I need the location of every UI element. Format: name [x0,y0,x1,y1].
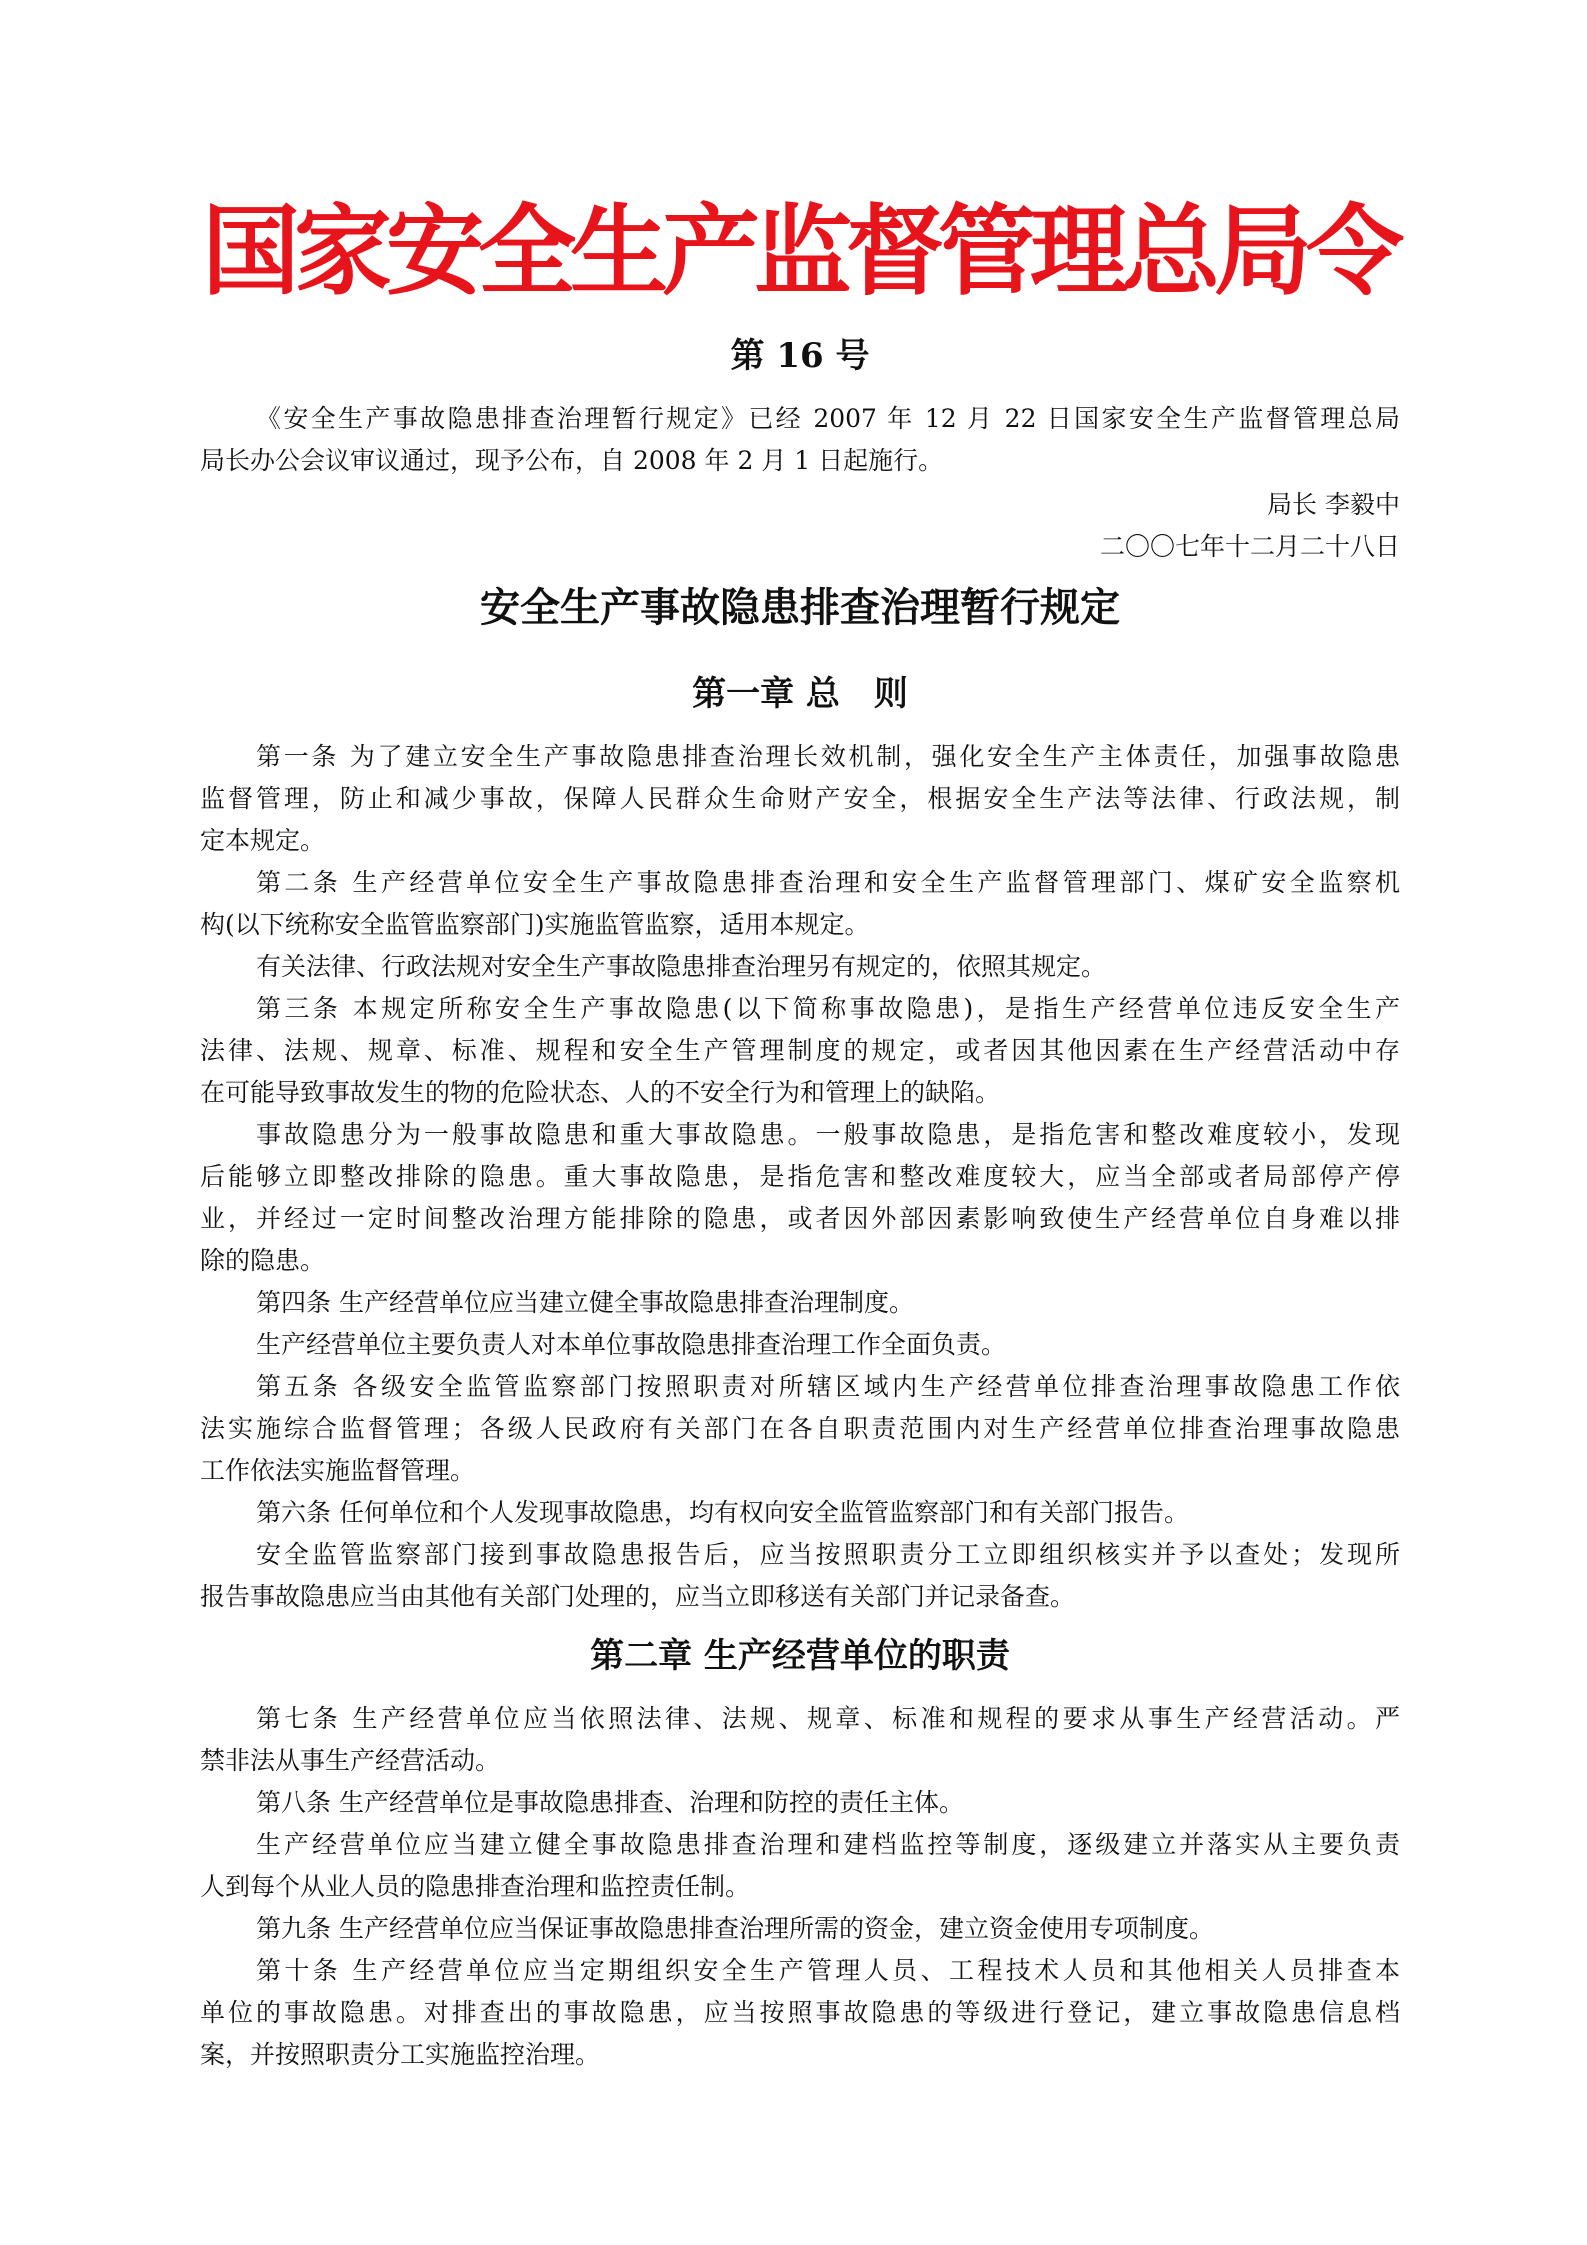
signature: 局长 李毅中 [1267,490,1400,519]
paragraph-line: 后能够立即整改排除的隐患。重大事故隐患，是指危害和整改难度较大，应当全部或者局部停产停 [200,1162,1400,1191]
paragraph-line: 单位的事故隐患。对排查出的事故隐患，应当按照事故隐患的等级进行登记，建立事故隐患信息档 [200,1998,1400,2027]
paragraph-line: 案，并按照职责分工实施监控治理。 [200,2040,601,2069]
paragraph-line: 第五条 各级安全监管监察部门按照职责对所辖区域内生产经营单位排查治理事故隐患工作依 [256,1372,1400,1401]
paragraph-line: 构(以下统称安全监管监察部门)实施监管监察，适用本规定。 [200,910,870,939]
paragraph-line: 第六条 任何单位和个人发现事故隐患，均有权向安全监管监察部门和有关部门报告。 [256,1498,1189,1527]
paragraph-line: 除的隐患。 [200,1246,326,1275]
chapter-heading: 第一章 总 则 [692,674,908,714]
paragraph-line: 安全监管监察部门接到事故隐患报告后，应当按照职责分工立即组织核实并予以查处；发现所 [256,1540,1400,1569]
order-number: 第 16 号 [730,336,870,376]
preamble-line: 《安全生产事故隐患排查治理暂行规定》已经 2007 年 12 月 22 日国家安全生产监督管理总局 [256,404,1400,433]
paragraph-line: 有关法律、行政法规对安全生产事故隐患排查治理另有规定的，依照其规定。 [256,952,1107,981]
paragraph-line: 生产经营单位应当建立健全事故隐患排查治理和建档监控等制度，逐级建立并落实从主要负责 [256,1830,1400,1859]
paragraph-line: 法律、法规、规章、标准、规程和安全生产管理制度的规定，或者因其他因素在生产经营活动中存 [200,1036,1400,1065]
paragraph-line: 人到每个从业人员的隐患排查治理和监控责任制。 [200,1872,751,1901]
paragraph-line: 禁非法从事生产经营活动。 [200,1746,501,1775]
document-title: 安全生产事故隐患排查治理暂行规定 [480,585,1120,631]
paragraph-line: 监督管理，防止和减少事故，保障人民群众生命财产安全，根据安全生产法等法律、行政法规，制 [200,784,1400,813]
paragraph-line: 第二条 生产经营单位安全生产事故隐患排查治理和安全生产监督管理部门、煤矿安全监察机 [256,868,1400,897]
paragraph-line: 工作依法实施监督管理。 [200,1456,476,1485]
paragraph-line: 第九条 生产经营单位应当保证事故隐患排查治理所需的资金，建立资金使用专项制度。 [256,1914,1214,1943]
paragraph-line: 第七条 生产经营单位应当依照法律、法规、规章、标准和规程的要求从事生产经营活动。严 [256,1704,1400,1733]
masthead-title: 国家安全生产监督管理总局令 [201,194,1398,309]
chapter-heading: 第二章 生产经营单位的职责 [590,1636,1010,1676]
paragraph-line: 在可能导致事故发生的物的危险状态、人的不安全行为和管理上的缺陷。 [200,1078,1001,1107]
paragraph-line: 第十条 生产经营单位应当定期组织安全生产管理人员、工程技术人员和其他相关人员排查本 [256,1956,1400,1985]
preamble-line: 局长办公会议审议通过，现予公布，自 2008 年 2 月 1 日起施行。 [200,446,944,475]
paragraph-line: 第四条 生产经营单位应当建立健全事故隐患排查治理制度。 [256,1288,914,1317]
paragraph-line: 报告事故隐患应当由其他有关部门处理的，应当立即移送有关部门并记录备查。 [200,1582,1076,1611]
issue-date: 二〇〇七年十二月二十八日 [1099,532,1400,561]
paragraph-line: 定本规定。 [200,826,326,855]
paragraph-line: 事故隐患分为一般事故隐患和重大事故隐患。一般事故隐患，是指危害和整改难度较小，发现 [256,1120,1400,1149]
paragraph-line: 第一条 为了建立安全生产事故隐患排查治理长效机制，强化安全生产主体责任，加强事故隐患 [256,742,1400,771]
paragraph-line: 法实施综合监督管理；各级人民政府有关部门在各自职责范围内对生产经营单位排查治理事故隐患 [200,1414,1400,1443]
paragraph-line: 业，并经过一定时间整改治理方能排除的隐患，或者因外部因素影响致使生产经营单位自身难以排 [200,1204,1400,1233]
paragraph-line: 第八条 生产经营单位是事故隐患排查、治理和防控的责任主体。 [256,1788,964,1817]
paragraph-line: 第三条 本规定所称安全生产事故隐患(以下简称事故隐患)，是指生产经营单位违反安全生产 [256,994,1400,1023]
paragraph-line: 生产经营单位主要负责人对本单位事故隐患排查治理工作全面负责。 [256,1330,1007,1359]
